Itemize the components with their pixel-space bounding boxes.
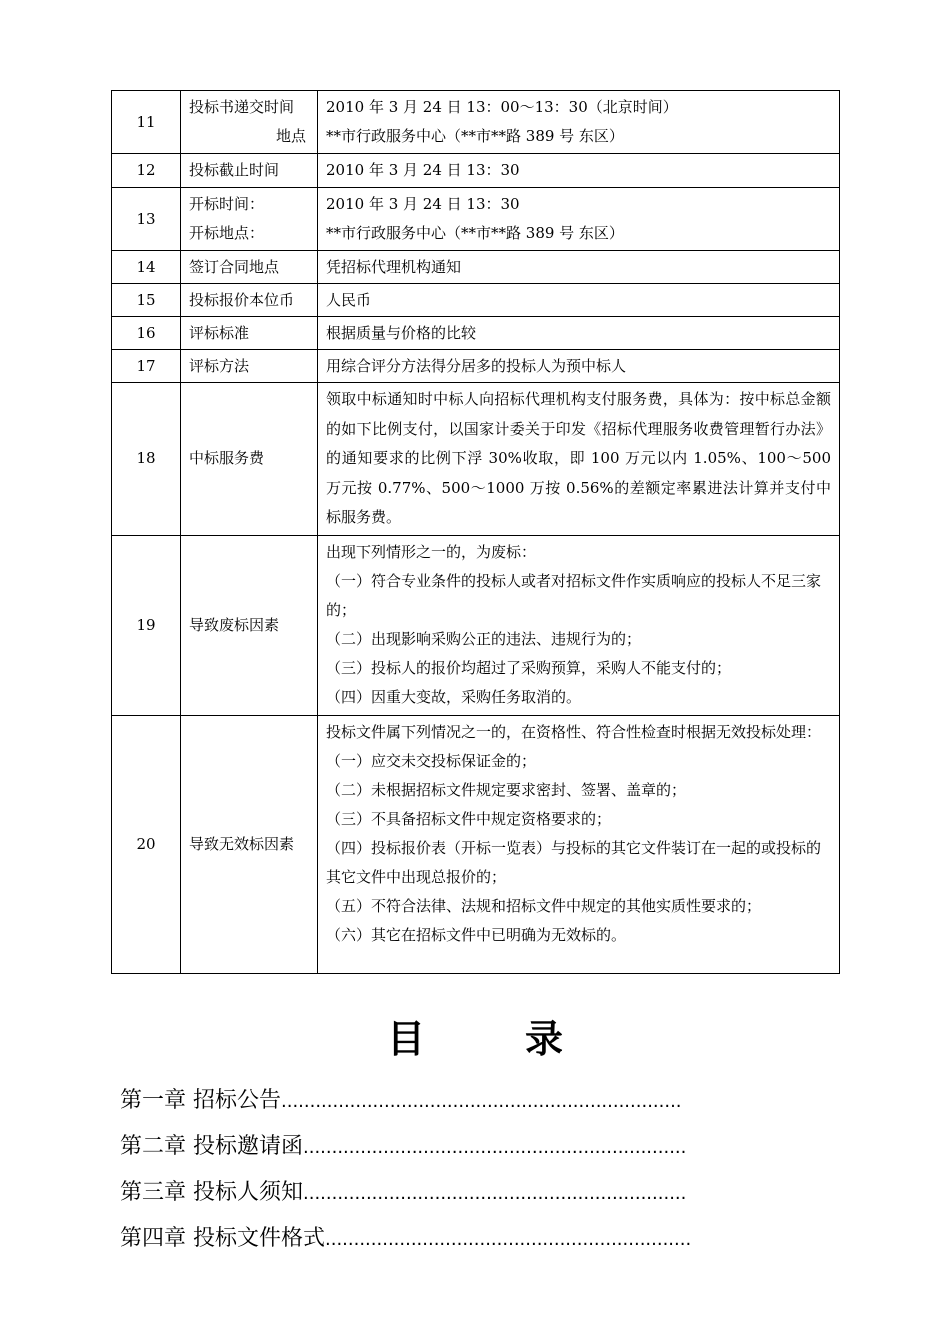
row-number: 16 — [112, 317, 181, 350]
row-number: 14 — [112, 251, 181, 284]
row-number: 20 — [112, 715, 181, 973]
row-content: 凭招标代理机构通知 — [318, 251, 840, 284]
row-label: 投标报价本位币 — [181, 284, 318, 317]
row-content: 领取中标通知时中标人向招标代理机构支付服务费，具体为：按中标总金额的如下比例支付，以国家计委关于印发《招标代理服务收费管理暂行办法》的通知要求的比例下浮 30%收取，即 100 万元以内 1.05%、100～500 万元按 0.77%、500～1000 万按 0.56%的差额定率累进法计算并支付中标服务费。 — [318, 383, 840, 536]
toc-heading: 目 录 — [386, 1017, 564, 1061]
table-row — [112, 188, 840, 251]
row-label: 投标书递交时间 地点 — [181, 91, 318, 154]
row-content: 2010 年 3 月 24 日 13：30 **市行政服务中心（**市**路 389 号 东区） — [318, 188, 840, 251]
row-content: 用综合评分方法得分居多的投标人为预中标人 — [318, 350, 840, 383]
row-label: 导致无效标因素 — [181, 715, 318, 973]
toc-item-chapter-1[interactable]: 第一章 招标公告...................................................................... — [120, 1088, 682, 1113]
row-number: 13 — [112, 188, 181, 251]
toc-item-chapter-2[interactable]: 第二章 投标邀请函................................................................... — [120, 1134, 687, 1159]
toc-item-chapter-3[interactable]: 第三章 投标人须知................................................................... — [120, 1180, 687, 1205]
row-label: 评标方法 — [181, 350, 318, 383]
row-number: 17 — [112, 350, 181, 383]
row-label: 投标截止时间 — [181, 154, 318, 188]
table-row — [112, 715, 840, 973]
table-row — [112, 383, 840, 536]
tender-info-table — [111, 90, 840, 974]
row-label: 导致废标因素 — [181, 535, 318, 715]
row-content: 投标文件属下列情况之一的，在资格性、符合性检查时根据无效投标处理： （一）应交未交投标保证金的； （二）未根据招标文件规定要求密封、签署、盖章的； （三）不具备招标文件中规定资格要求的； （四）投标报价表（开标一览表）与投标的其它文件装订在一起的或投标的其它文件中出现总报价的； （五）不符合法律、法规和招标文件中规定的其他实质性要求的； （六）其它在招标文件中已明确为无效标的。 — [318, 715, 840, 973]
table-row — [112, 317, 840, 350]
row-label: 签订合同地点 — [181, 251, 318, 284]
table-row — [112, 154, 840, 188]
row-label: 中标服务费 — [181, 383, 318, 536]
table-row — [112, 251, 840, 284]
row-label: 评标标准 — [181, 317, 318, 350]
row-number: 11 — [112, 91, 181, 154]
row-label: 开标时间： 开标地点： — [181, 188, 318, 251]
row-content: 根据质量与价格的比较 — [318, 317, 840, 350]
row-content: 人民币 — [318, 284, 840, 317]
row-number: 12 — [112, 154, 181, 188]
table-of-contents — [120, 1078, 785, 1262]
table-row — [112, 350, 840, 383]
row-content: 出现下列情形之一的，为废标： （一）符合专业条件的投标人或者对招标文件作实质响应的投标人不足三家的； （二）出现影响采购公正的违法、违规行为的； （三）投标人的报价均超过了采购预算，采购人不能支付的； （四）因重大变故，采购任务取消的。 — [318, 535, 840, 715]
toc-item-chapter-4[interactable]: 第四章 投标文件格式................................................................ — [120, 1226, 692, 1251]
row-content: 2010 年 3 月 24 日 13：30 — [318, 154, 840, 188]
table-row — [112, 284, 840, 317]
row-number: 19 — [112, 535, 181, 715]
row-content: 2010 年 3 月 24 日 13：00～13：30（北京时间） **市行政服务中心（**市**路 389 号 东区） — [318, 91, 840, 154]
table-row — [112, 91, 840, 154]
row-number: 15 — [112, 284, 181, 317]
table-row — [112, 535, 840, 715]
row-number: 18 — [112, 383, 181, 536]
